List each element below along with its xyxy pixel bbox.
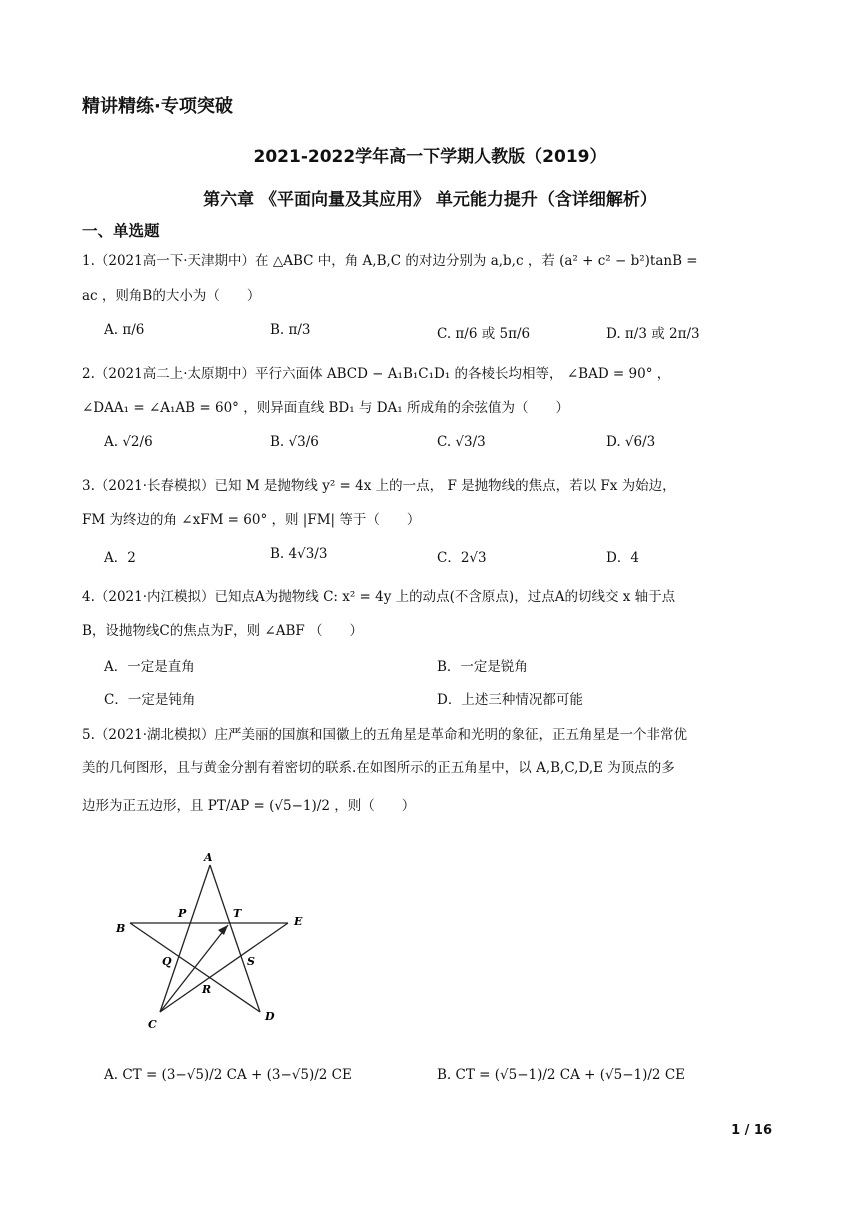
document-subtitle: 第六章 《平面向量及其应用》 单元能力提升（含详细解析） (203, 190, 657, 210)
q1-line-1: 1.（2021高一下·天津期中）在 △ABC 中，角 A,B,C 的对边分别为 a,b,c ，若 (a² + c² − b²)tanB = (82, 253, 698, 269)
section-heading: 一、单选题 (82, 222, 160, 240)
q1-option-d: D. π/3 或 2π/3 (606, 326, 700, 342)
q4-option-d: D．上述三种情况都可能 (437, 692, 583, 708)
q3-option-b: B. 4√3/3 (270, 546, 328, 562)
q5-line-1: 5.（2021·湖北模拟）庄严美丽的国旗和国徽上的五角星是革命和光明的象征，正五角星是一个非常优 (82, 727, 688, 743)
q3-option-d: D．4 (606, 550, 639, 566)
vector-ct-arrowhead (218, 925, 228, 935)
q2-option-c: C. √3/3 (437, 434, 486, 450)
q1-line-2: ac ，则角B的大小为（ ） (82, 288, 261, 304)
document-title: 2021-2022学年高一下学期人教版（2019） (253, 147, 607, 167)
q5-line-2: 美的几何图形，且与黄金分割有着密切的联系.在如图所示的正五角星中，以 A,B,C,D,E 为顶点的多 (82, 760, 675, 776)
q4-option-c: C．一定是钝角 (104, 692, 196, 708)
q2-line-2: ∠DAA₁ = ∠A₁AB = 60° ，则异面直线 BD₁ 与 DA₁ 所成角的余弦值为（ ） (82, 400, 570, 416)
label-p: P (178, 907, 187, 920)
label-a: A (204, 851, 213, 864)
q3-option-c: C．2√3 (437, 550, 487, 566)
label-b: B (116, 922, 126, 935)
q3-line-2: FM 为终边的角 ∠xFM = 60° ，则 |FM| 等于（ ） (82, 512, 421, 528)
label-r: R (202, 983, 212, 996)
label-q: Q (162, 955, 172, 968)
label-d: D (265, 1010, 275, 1023)
q4-option-a: A．一定是直角 (104, 659, 195, 675)
q2-option-d: D. √6/3 (606, 434, 656, 450)
q1-option-b: B. π/3 (270, 322, 311, 338)
q3-line-1: 3.（2021·长春模拟）已知 M 是抛物线 y² = 4x 上的一点， F 是抛物线的焦点，若以 Fx 为始边， (82, 478, 676, 494)
header-label: 精讲精练·专项突破 (82, 96, 233, 117)
page-number: 1 / 16 (731, 1123, 772, 1138)
q5-option-a: A. CT = (3−√5)/2 CA + (3−√5)/2 CE (104, 1067, 352, 1083)
vector-ct (160, 925, 228, 1012)
q2-line-1: 2.（2021高二上·太原期中）平行六面体 ABCD − A₁B₁C₁D₁ 的各棱长均相等， ∠BAD = 90° ， (82, 366, 671, 382)
label-s: S (247, 955, 255, 968)
pentagram-figure (110, 848, 310, 1033)
q2-option-a: A. √2/6 (104, 434, 153, 450)
label-e: E (294, 915, 303, 928)
q2-option-b: B. √3/6 (270, 434, 319, 450)
q4-line-1: 4.（2021·内江模拟）已知点A为抛物线 C: x² = 4y 上的动点(不含原点)，过点A的切线交 x 轴于点 (82, 589, 676, 605)
q1-option-c: C. π/6 或 5π/6 (437, 326, 531, 342)
q4-line-2: B，设抛物线C的焦点为F，则 ∠ABF （ ） (82, 623, 364, 639)
label-c: C (148, 1018, 157, 1031)
q3-option-a: A．2 (104, 550, 136, 566)
star-edge-ce (160, 923, 288, 1012)
label-t: T (233, 907, 242, 920)
q5-line-3: 边形为正五边形，且 PT/AP = (√5−1)/2 ，则（ ） (82, 798, 416, 814)
q5-option-b: B. CT = (√5−1)/2 CA + (√5−1)/2 CE (437, 1067, 685, 1083)
q1-option-a: A. π/6 (104, 322, 145, 338)
q4-option-b: B．一定是锐角 (437, 659, 528, 675)
